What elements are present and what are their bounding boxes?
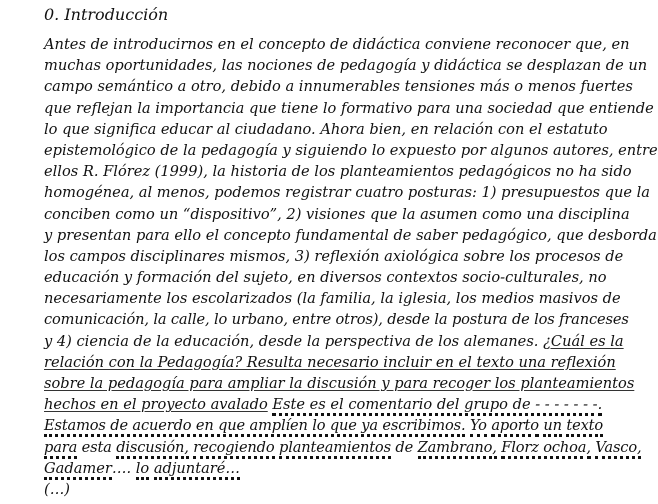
- text-line: [44, 437, 642, 458]
- body-text: conciben como un “dispositivo”, 2) visiones que la asumen como una disciplina: [44, 205, 630, 223]
- body-text: y 4) ciencia de la educación, desde la perspectiva de los alemanes.: [44, 332, 544, 350]
- text-line: [44, 161, 632, 182]
- text-line: [44, 394, 603, 415]
- body-text: lo que significa educar al ciudadano. Ahora bien, en relación con el estatuto: [44, 120, 608, 138]
- text-line: [44, 55, 648, 76]
- dotted-underline-text: lo: [136, 460, 149, 480]
- body-text: esta: [77, 438, 117, 456]
- text-line: [44, 76, 633, 97]
- text-line: [44, 225, 657, 246]
- text-line: [44, 246, 624, 267]
- underlined-comment: sobre la pedagogía para ampliar la discusión y para recoger los planteamientos: [44, 375, 635, 392]
- dotted-underline-text: recogiendo: [193, 439, 274, 459]
- body-text: necesariamente los escolarizados (la familia, la iglesia, los medios masivos de: [44, 290, 621, 308]
- body-text: y presentan para ello el concepto fundamental de saber pedagógico, que desborda: [44, 226, 657, 244]
- body-text: ….: [111, 459, 136, 477]
- dotted-underline-text: Florz ochoa,: [501, 439, 591, 459]
- body-text: campo semántico a otro, debido a innumerables tensiones más o menos fuertes: [44, 78, 633, 96]
- text-line: [44, 267, 607, 288]
- body-text: los campos disciplinares mismos, 3) reflexión axiológica sobre los procesos de: [44, 247, 624, 265]
- body-text: muchas oportunidades, las nociones de pedagogía y didáctica se desplazan de un: [44, 57, 648, 75]
- dotted-underline-text: Zambrano,: [418, 439, 497, 459]
- text-line: [44, 415, 604, 436]
- section-heading: 0. Introducción: [44, 5, 169, 24]
- text-line: [44, 458, 578, 479]
- dotted-underline-text: Este es el comentario del grupo de - - - - - - -.: [272, 396, 602, 416]
- text-line: [44, 331, 624, 352]
- underlined-comment: ¿Cuál es la: [543, 332, 624, 350]
- text-line: [44, 352, 616, 373]
- dotted-underline-text: para: [44, 439, 77, 459]
- body-text: epistemológico de la pedagogía y siguiendo lo expuesto por algunos autores, entre: [44, 141, 658, 159]
- text-line: [44, 182, 650, 203]
- underlined-comment: hechos en el proyecto avalado: [44, 396, 268, 414]
- text-line: [44, 309, 629, 330]
- dotted-underline-text: Vasco,: [595, 439, 641, 459]
- text-line: [44, 204, 630, 225]
- dotted-underline-text: aporto: [491, 417, 539, 437]
- body-text: homogénea, al menos, podemos registrar cuatro posturas: 1) presupuestos que la: [44, 184, 650, 202]
- text-line: [44, 34, 630, 55]
- underlined-comment: relación con la Pedagogía? Resulta necesario incluir en el texto una reflexión: [44, 353, 616, 371]
- text-line: [44, 140, 658, 161]
- text-line: [44, 98, 654, 119]
- dotted-underline-text: Yo: [470, 417, 487, 437]
- dotted-underline-text: adjuntaré…: [154, 460, 240, 480]
- dotted-underline-text: Estamos de acuerdo en que amplíen lo que ya escribimos.: [44, 417, 465, 437]
- body-text: que reflejan la importancia que tiene lo formativo para una sociedad que entiende: [44, 99, 654, 117]
- dotted-underline-text: planteamientos: [279, 439, 391, 459]
- dotted-underline-text: Gadamer: [44, 460, 112, 480]
- text-line: [44, 373, 635, 394]
- body-text: ellos R. Flórez (1999), la historia de los planteamientos pedagógicos no ha sido: [44, 163, 632, 181]
- text-line: [44, 119, 608, 140]
- dotted-underline-text: texto: [566, 417, 603, 437]
- omission-marker: (…): [44, 481, 70, 498]
- introduction-paragraph: [44, 34, 658, 479]
- body-text: Antes de introducirnos en el concepto de didáctica conviene reconocer que, en: [44, 36, 630, 53]
- dotted-underline-text: un: [543, 417, 562, 437]
- text-line: [44, 288, 621, 309]
- dotted-underline-text: discusión,: [116, 439, 189, 459]
- body-text: educación y formación del sujeto, en diversos contextos socio-culturales, no: [44, 269, 607, 287]
- body-text: de: [390, 438, 418, 456]
- body-text: comunicación, la calle, lo urbano, entre otros), desde la postura de los franceses: [44, 311, 629, 329]
